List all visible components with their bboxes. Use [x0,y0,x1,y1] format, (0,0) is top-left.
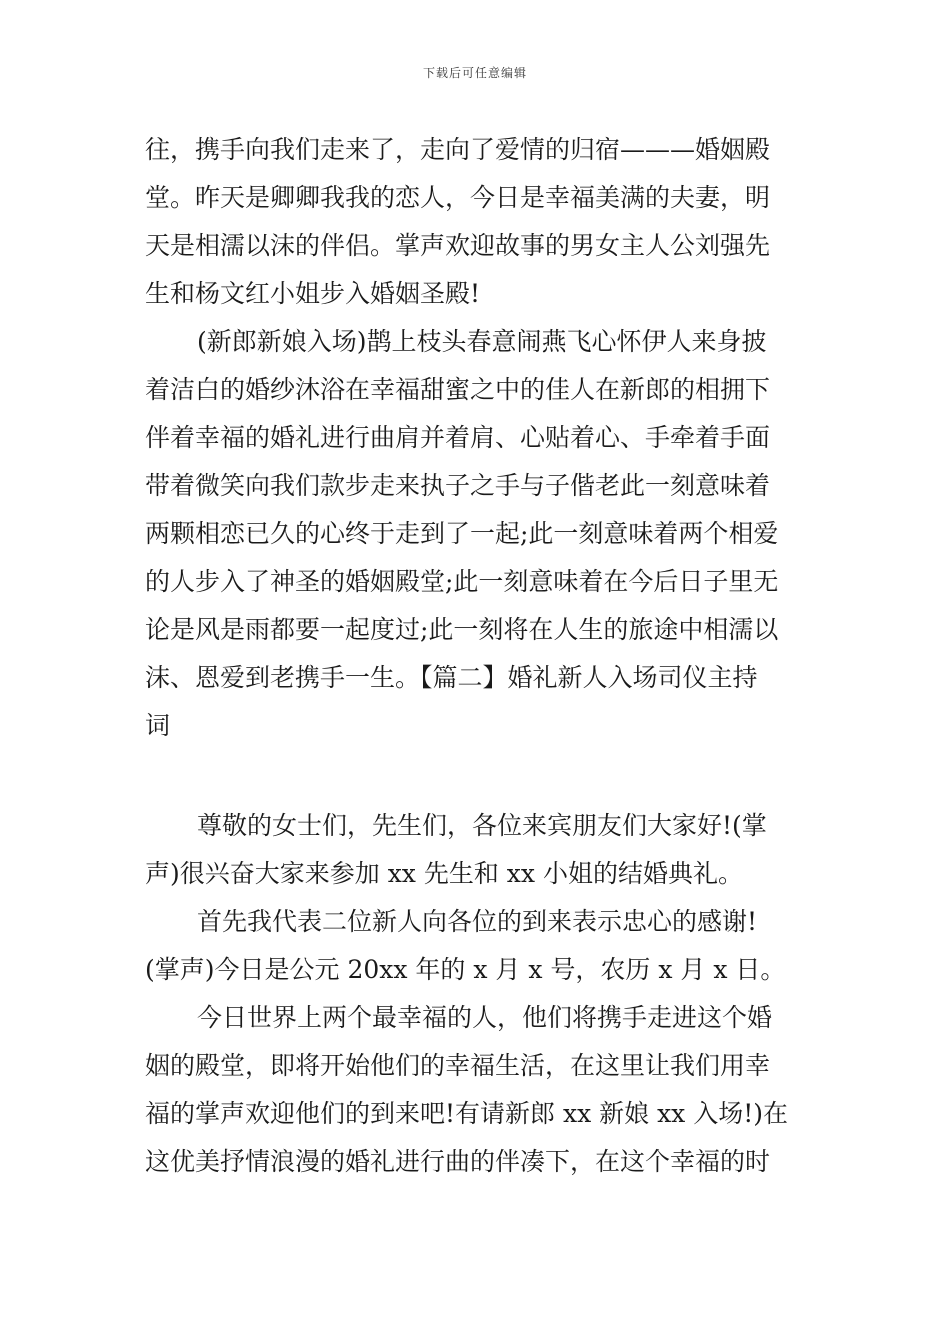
text-line: 今日世界上两个最幸福的人，他们将携手走进这个婚 [197,1003,773,1032]
text-line: 声)很兴奋大家来参加 xx 先生和 xx 小姐的结婚典礼。 [145,859,743,888]
document-body [145,126,807,1186]
paragraph-2 [145,318,807,750]
text-line: 首先我代表二位新人向各位的到来表示忠心的感谢! [197,907,758,936]
text-line: 天是相濡以沫的伴侣。掌声欢迎故事的男女主人公刘强先 [145,231,771,260]
paragraph-spacer [145,750,807,802]
text-line: 尊敬的女士们，先生们，各位来宾朋友们大家好!(掌 [197,811,767,840]
text-line: 伴着幸福的婚礼进行曲肩并着肩、心贴着心、手牵着手面 [145,423,771,452]
text-line: 带着微笑向我们款步走来执子之手与子偕老此一刻意味着 [145,471,771,500]
paragraph-1 [145,126,807,318]
text-line: 论是风是雨都要一起度过;此一刻将在人生的旅途中相濡以 [145,615,779,644]
text-line: 福的掌声欢迎他们的到来吧!有请新郎 xx 新娘 xx 入场!)在 [145,1099,789,1128]
page-header: 下载后可任意编辑 [422,66,527,80]
text-line: 姻的殿堂，即将开始他们的幸福生活，在这里让我们用幸 [145,1051,771,1080]
text-line: (新郎新娘入场)鹊上枝头春意闹燕飞心怀伊人来身披 [197,327,767,356]
text-line: 两颗相恋已久的心终于走到了一起;此一刻意味着两个相爱 [145,519,779,548]
text-line: 生和杨文红小姐步入婚姻圣殿! [145,279,481,308]
paragraph-4 [145,898,807,994]
text-line: 沫、恩爱到老携手一生。【篇二】婚礼新人入场司仪主持 [145,663,758,692]
text-line: 着洁白的婚纱沐浴在幸福甜蜜之中的佳人在新郎的相拥下 [145,375,771,404]
text-line: 往，携手向我们走来了，走向了爱情的归宿———婚姻殿 [145,135,771,164]
text-line: 堂。昨天是卿卿我我的恋人，今日是幸福美满的夫妻，明 [145,183,771,212]
text-line: 的人步入了神圣的婚姻殿堂;此一刻意味着在今后日子里无 [145,567,779,596]
text-line: 词 [145,711,171,740]
text-line: (掌声)今日是公元 20xx 年的 x 月 x 号，农历 x 月 x 日。 [145,955,786,984]
paragraph-3 [145,802,807,898]
paragraph-5 [145,994,807,1186]
text-line: 这优美抒情浪漫的婚礼进行曲的伴凑下，在这个幸福的时 [145,1147,771,1176]
